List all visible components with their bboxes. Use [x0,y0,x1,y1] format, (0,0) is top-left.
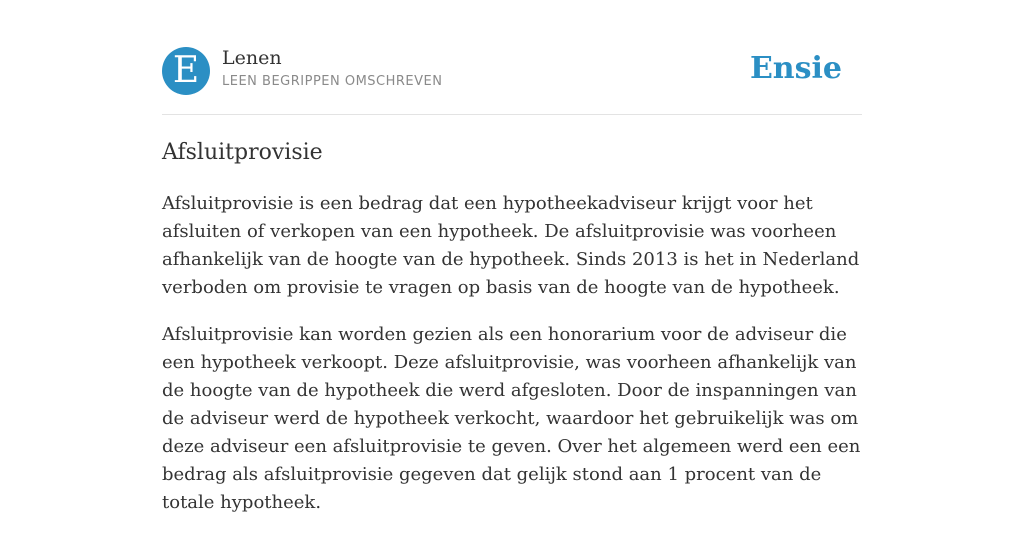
paragraph: Afsluitprovisie is een bedrag dat een hypotheekadviseur krijgt voor het afsluiten of verkopen van een hypotheek. De afsluitprovisie was voorheen afhankelijk van de hoogte van de hypotheek. Sinds 2013 is het in Nederland verboden om provisie te vragen op basis van de hoogte van de hypotheek. [162,193,860,298]
brand-logo[interactable]: Ensie [749,51,842,86]
category-subtitle: LEEN BEGRIPPEN OMSCHREVEN [222,74,443,89]
ensie-logo-icon[interactable]: E [162,47,210,95]
paragraph: Afsluitprovisie kan worden gezien als een honorarium voor de adviseur die een hypotheek verkoopt. Deze afsluitprovisie, was voorheen afhankelijk van de hoogte van de hypotheek die werd afgesloten. Door de inspanningen van de adviseur werd de hypotheek verkocht, waardoor het gebruikelijk was om deze adviseur een afsluitprovisie te geven. Over het algemeen werd een een bedrag als afsluitprovisie gegeven dat gelijk stond aan 1 procent van de totale hypotheek. [162,324,861,513]
definition-card [162,0,862,513]
card-header [162,0,862,115]
category-title[interactable]: Lenen [222,47,282,69]
article-content [162,190,862,536]
page-title: Afsluitprovisie [162,140,323,165]
